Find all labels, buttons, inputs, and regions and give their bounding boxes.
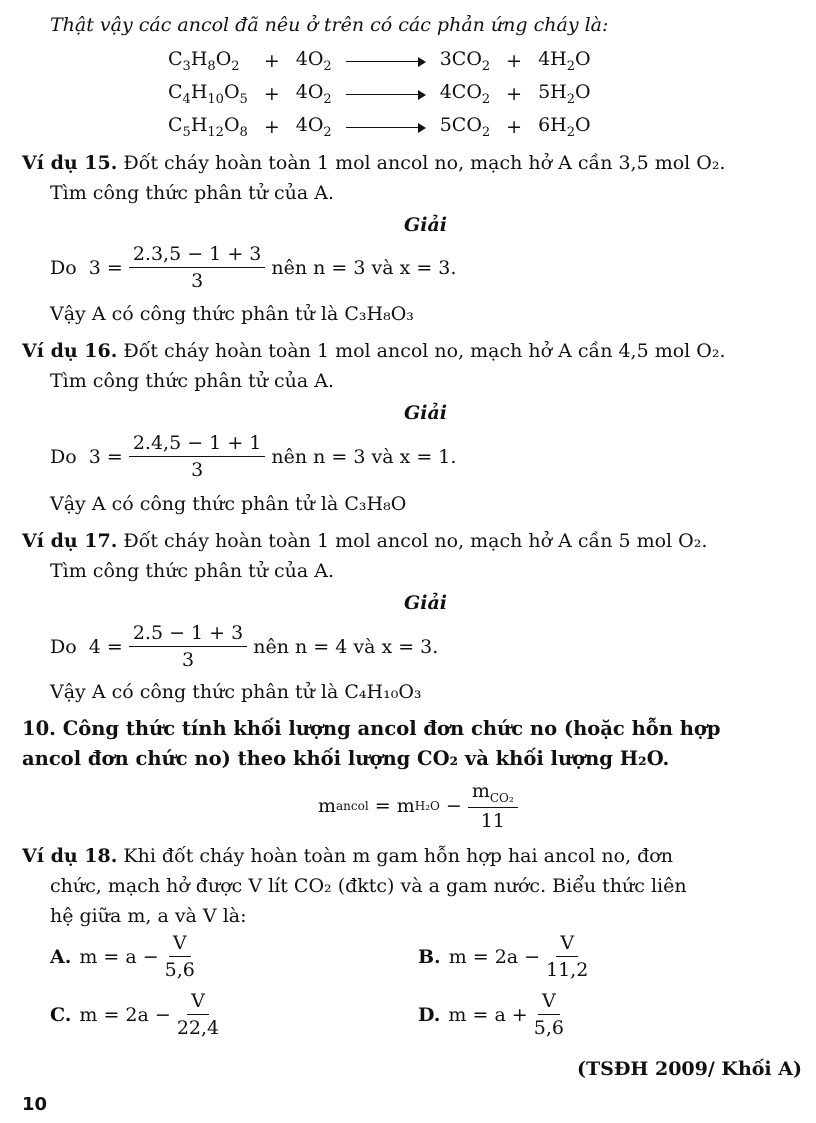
intro-text: Thật vậy các ancol đã nêu ở trên có các phản ứng cháy là:	[50, 14, 609, 36]
example-15-question: Tìm công thức phân tử của A.	[50, 182, 335, 204]
example-15-solution-heading: Giải	[404, 214, 447, 236]
product-1: $3CO_2$	[439, 47, 491, 74]
plus-sign: +	[506, 49, 523, 72]
fraction: $\frac{V}{11,2}$	[546, 932, 589, 981]
fraction: $\frac{V}{5,6}$	[164, 932, 195, 981]
example-16-conclusion: Vậy A có công thức phân tử là C₃H₈O	[50, 493, 407, 515]
example-17-equation: Do 4 = $\frac{2.5 - 1 + 3}{3}$ nên n = 4 và x = 3.	[50, 622, 439, 671]
fraction: $\frac{V}{5,6}$	[533, 990, 564, 1039]
section-10-formula: m ancol = m H₂O − $\frac{m_{CO_2}}{11}$	[318, 780, 524, 832]
example-15-equation: Do 3 = $\frac{2.3,5 - 1 + 3}{3}$ nên n = 3 và x = 3.	[50, 243, 457, 292]
example-17-title: Ví dụ 17. Đốt cháy hoàn toàn 1 mol ancol no, mạch hở A cần 5 mol O₂.	[22, 530, 708, 552]
reactant-1: $C_4H_{10}O_5$	[168, 80, 248, 107]
option-b: B. m = 2a − $\frac{V}{11,2}$	[418, 932, 589, 981]
plus-sign: +	[506, 115, 523, 138]
example-16-solution-heading: Giải	[404, 402, 447, 424]
section-10-heading-line1: 10. Công thức tính khối lượng ancol đơn chức no (hoặc hỗn hợp	[22, 717, 721, 740]
product-2: $6H_2O$	[538, 113, 591, 140]
example-16-question: Tìm công thức phân tử của A.	[50, 370, 335, 392]
product-2: $4H_2O$	[538, 47, 591, 74]
reaction-row	[160, 110, 599, 143]
reaction-table	[160, 44, 599, 143]
option-a: A. m = a − $\frac{V}{5,6}$	[50, 932, 195, 981]
reaction-arrow-icon	[346, 90, 426, 100]
fraction: $\frac{2.4,5 - 1 + 1}{3}$	[129, 432, 266, 481]
reaction-arrow-icon	[346, 57, 426, 67]
fraction: $\frac{m_{CO_2}}{11}$	[468, 780, 518, 832]
reaction-arrow-icon	[346, 123, 426, 133]
option-d: D. m = a + $\frac{V}{5,6}$	[418, 990, 564, 1039]
example-16-equation: Do 3 = $\frac{2.4,5 - 1 + 1}{3}$ nên n = 3 và x = 1.	[50, 432, 457, 481]
arrow	[340, 110, 432, 143]
product-2: $5H_2O$	[538, 80, 591, 107]
reactant-2: $4O_2$	[295, 113, 332, 140]
example-17-conclusion: Vậy A có công thức phân tử là C₄H₁₀O₃	[50, 681, 422, 703]
page-number: 10	[22, 1094, 48, 1115]
example-15-conclusion: Vậy A có công thức phân tử là C₃H₈O₃	[50, 303, 414, 325]
reaction-row	[160, 77, 599, 110]
source-note: (TSĐH 2009/ Khối A)	[576, 1058, 802, 1080]
arrow	[340, 77, 432, 110]
reactant-1: $C_5H_{12}O_8$	[168, 113, 248, 140]
product-1: $4CO_2$	[439, 80, 491, 107]
example-18-text-line2: chức, mạch hở được V lít CO₂ (đktc) và a gam nước. Biểu thức liên	[50, 875, 687, 897]
product-1: $5CO_2$	[439, 113, 491, 140]
example-17-solution-heading: Giải	[404, 592, 447, 614]
reaction-row	[160, 44, 599, 77]
example-18-text-line3: hệ giữa m, a và V là:	[50, 905, 247, 927]
example-18-title: Ví dụ 18. Khi đốt cháy hoàn toàn m gam hỗn hợp hai ancol no, đơn	[22, 845, 673, 867]
reactant-1: $C_3H_8O_2$	[168, 47, 240, 74]
plus-sign: +	[263, 82, 280, 105]
example-17-question: Tìm công thức phân tử của A.	[50, 560, 335, 582]
fraction: $\frac{2.5 - 1 + 3}{3}$	[129, 622, 247, 671]
option-c: C. m = 2a − $\frac{V}{22,4}$	[50, 990, 220, 1039]
reactant-2: $4O_2$	[295, 47, 332, 74]
arrow	[340, 44, 432, 77]
plus-sign: +	[263, 49, 280, 72]
fraction: $\frac{V}{22,4}$	[176, 990, 220, 1039]
plus-sign: +	[263, 115, 280, 138]
reactant-2: $4O_2$	[295, 80, 332, 107]
example-16-title: Ví dụ 16. Đốt cháy hoàn toàn 1 mol ancol no, mạch hở A cần 4,5 mol O₂.	[22, 340, 726, 362]
fraction: $\frac{2.3,5 - 1 + 3}{3}$	[129, 243, 266, 292]
example-15-title: Ví dụ 15. Đốt cháy hoàn toàn 1 mol ancol no, mạch hở A cần 3,5 mol O₂.	[22, 152, 726, 174]
section-10-heading-line2: ancol đơn chức no) theo khối lượng CO₂ và khối lượng H₂O.	[22, 747, 670, 770]
plus-sign: +	[506, 82, 523, 105]
